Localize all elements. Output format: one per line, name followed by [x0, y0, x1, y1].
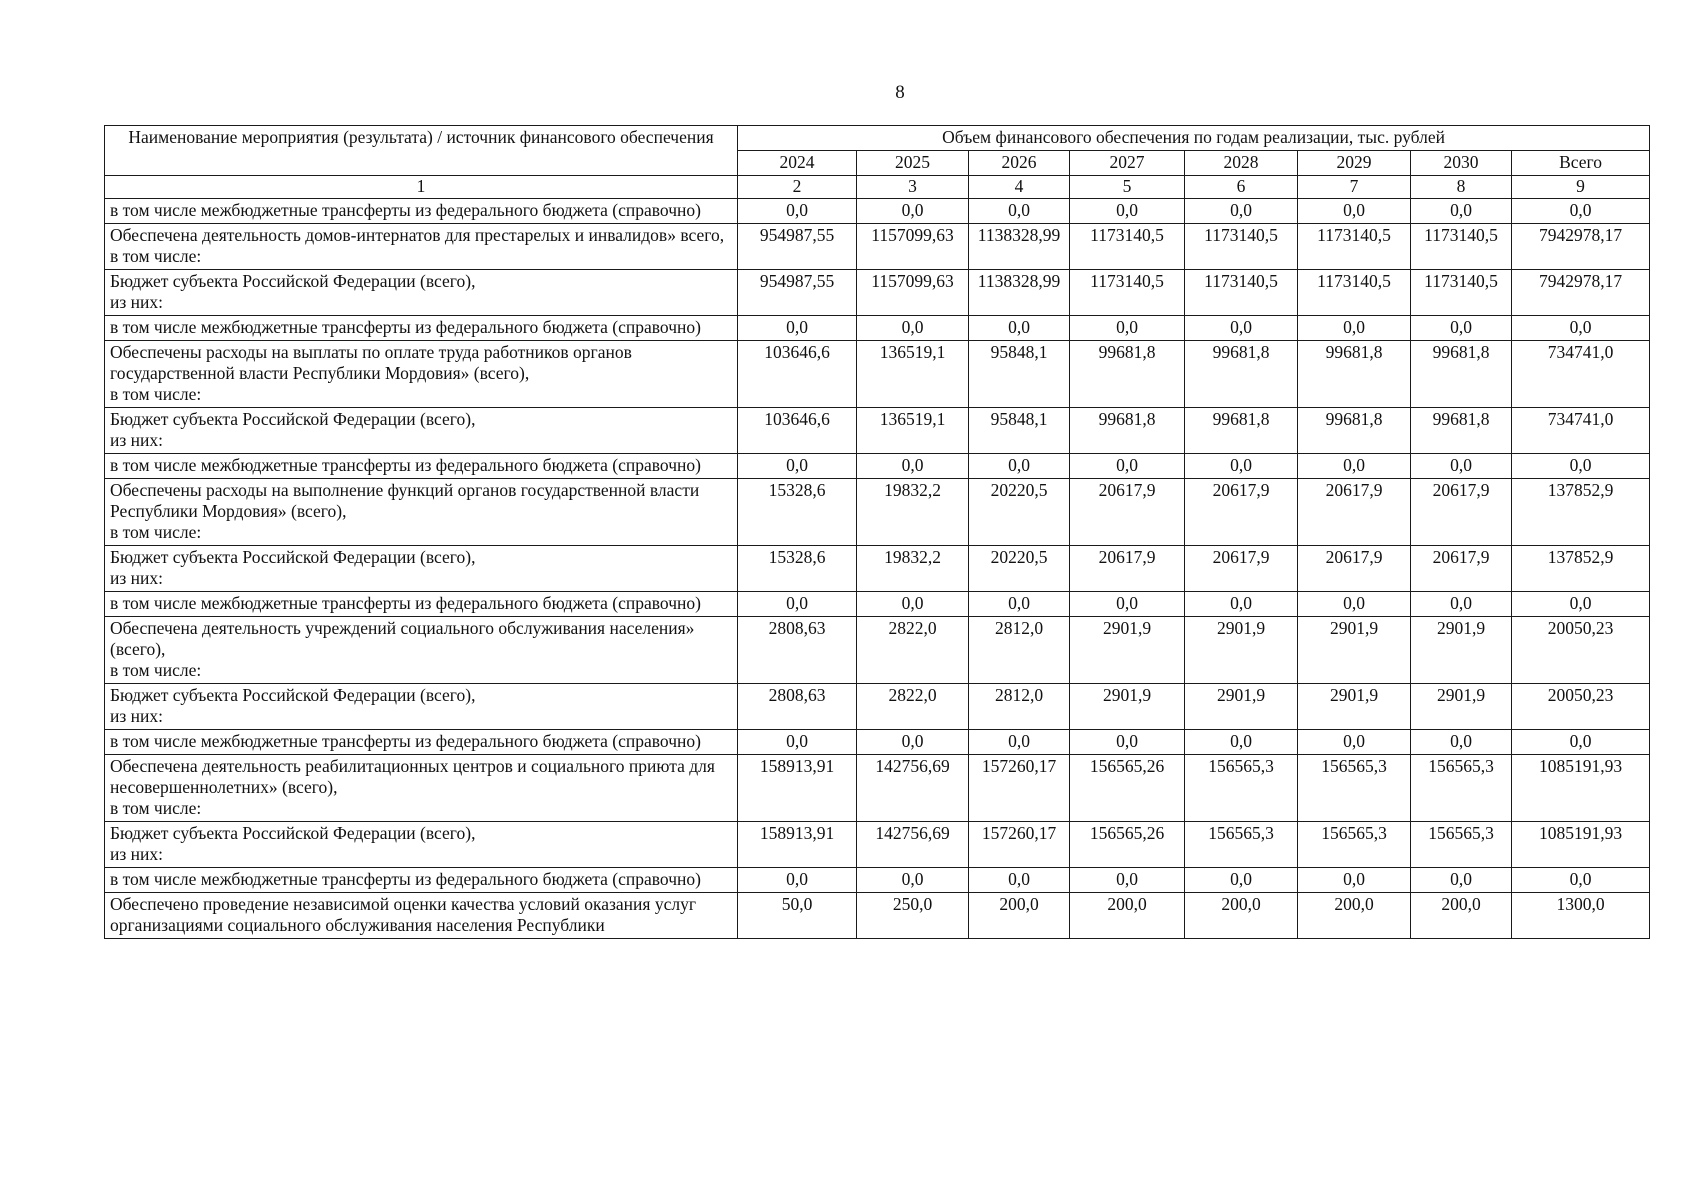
value-cell: 142756,69 [857, 755, 969, 822]
row-name-suffix: из них: [110, 430, 163, 450]
value-cell: 0,0 [969, 454, 1070, 479]
column-number-3: 3 [857, 176, 969, 199]
column-number-8: 8 [1411, 176, 1512, 199]
value-cell: 19832,2 [857, 479, 969, 546]
value-cell: 0,0 [1070, 199, 1185, 224]
value-cell: 2822,0 [857, 617, 969, 684]
value-cell: 7942978,17 [1512, 224, 1650, 270]
value-cell: 954987,55 [738, 224, 857, 270]
value-cell: 2901,9 [1411, 684, 1512, 730]
value-cell: 0,0 [1185, 868, 1298, 893]
value-cell: 15328,6 [738, 546, 857, 592]
row-name: Бюджет субъекта Российской Федерации (всего), [110, 685, 476, 705]
table-row [105, 224, 1650, 270]
value-cell: 200,0 [1185, 893, 1298, 939]
value-cell: 0,0 [1298, 199, 1411, 224]
row-name-cell [105, 316, 738, 341]
table-body [105, 199, 1650, 939]
value-cell: 20220,5 [969, 546, 1070, 592]
value-cell: 136519,1 [857, 408, 969, 454]
value-cell: 200,0 [969, 893, 1070, 939]
value-cell: 2901,9 [1070, 684, 1185, 730]
value-cell: 142756,69 [857, 822, 969, 868]
header-year-2024: 2024 [738, 151, 857, 176]
header-row-column-numbers [105, 176, 1650, 199]
value-cell: 1300,0 [1512, 893, 1650, 939]
value-cell: 99681,8 [1070, 341, 1185, 408]
table-row [105, 546, 1650, 592]
row-name: Бюджет субъекта Российской Федерации (всего), [110, 823, 476, 843]
value-cell: 0,0 [857, 868, 969, 893]
value-cell: 0,0 [1298, 868, 1411, 893]
row-name-suffix: в том числе: [110, 246, 202, 266]
row-name-cell [105, 408, 738, 454]
value-cell: 0,0 [857, 454, 969, 479]
column-number-2: 2 [738, 176, 857, 199]
value-cell: 0,0 [969, 730, 1070, 755]
value-cell: 1085191,93 [1512, 755, 1650, 822]
value-cell: 156565,26 [1070, 755, 1185, 822]
row-name-suffix: из них: [110, 568, 163, 588]
value-cell: 1173140,5 [1070, 270, 1185, 316]
column-number-7: 7 [1298, 176, 1411, 199]
value-cell: 1173140,5 [1298, 224, 1411, 270]
value-cell: 0,0 [1185, 730, 1298, 755]
row-name-cell [105, 546, 738, 592]
value-cell: 0,0 [969, 868, 1070, 893]
value-cell: 0,0 [1512, 592, 1650, 617]
table-row [105, 408, 1650, 454]
value-cell: 1173140,5 [1185, 224, 1298, 270]
value-cell: 156565,3 [1185, 755, 1298, 822]
value-cell: 20220,5 [969, 479, 1070, 546]
table-row [105, 755, 1650, 822]
table-row [105, 479, 1650, 546]
value-cell: 0,0 [1070, 592, 1185, 617]
column-number-9: 9 [1512, 176, 1650, 199]
value-cell: 2901,9 [1298, 617, 1411, 684]
row-name: Обеспечены расходы на выплаты по оплате труда работников органов государственной власти Республики Мордовия» (всего), [110, 342, 632, 383]
value-cell: 20617,9 [1298, 479, 1411, 546]
value-cell: 0,0 [1411, 316, 1512, 341]
value-cell: 734741,0 [1512, 408, 1650, 454]
header-year-2025: 2025 [857, 151, 969, 176]
value-cell: 0,0 [969, 592, 1070, 617]
value-cell: 99681,8 [1298, 408, 1411, 454]
value-cell: 2822,0 [857, 684, 969, 730]
table-header [105, 126, 1650, 199]
value-cell: 1138328,99 [969, 270, 1070, 316]
value-cell: 157260,17 [969, 755, 1070, 822]
row-name: Бюджет субъекта Российской Федерации (всего), [110, 271, 476, 291]
row-name-cell [105, 454, 738, 479]
row-name: Обеспечены расходы на выполнение функций органов государственной власти Республики Мордовия» (всего), [110, 480, 700, 521]
row-name-cell [105, 479, 738, 546]
value-cell: 156565,3 [1411, 755, 1512, 822]
row-name-suffix: из них: [110, 844, 163, 864]
value-cell: 0,0 [738, 454, 857, 479]
value-cell: 2901,9 [1185, 684, 1298, 730]
row-name-cell [105, 199, 738, 224]
value-cell: 0,0 [1298, 730, 1411, 755]
value-cell: 0,0 [1411, 454, 1512, 479]
value-cell: 50,0 [738, 893, 857, 939]
row-name-cell [105, 270, 738, 316]
header-year-2028: 2028 [1185, 151, 1298, 176]
row-name-cell [105, 617, 738, 684]
value-cell: 157260,17 [969, 822, 1070, 868]
row-name-cell [105, 341, 738, 408]
value-cell: 95848,1 [969, 408, 1070, 454]
value-cell: 0,0 [857, 316, 969, 341]
value-cell: 1173140,5 [1185, 270, 1298, 316]
row-name: Обеспечена деятельность учреждений социального обслуживания населения» (всего), [110, 618, 695, 659]
row-name: в том числе межбюджетные трансферты из федерального бюджета (справочно) [110, 200, 701, 220]
row-name-cell [105, 730, 738, 755]
row-name-suffix: в том числе: [110, 384, 202, 404]
table-row [105, 341, 1650, 408]
value-cell: 200,0 [1070, 893, 1185, 939]
value-cell: 15328,6 [738, 479, 857, 546]
value-cell: 0,0 [1185, 199, 1298, 224]
column-number-1: 1 [105, 176, 738, 199]
value-cell: 0,0 [1411, 199, 1512, 224]
value-cell: 1173140,5 [1411, 270, 1512, 316]
value-cell: 99681,8 [1185, 341, 1298, 408]
value-cell: 20617,9 [1411, 479, 1512, 546]
row-name-cell [105, 822, 738, 868]
value-cell: 0,0 [1070, 730, 1185, 755]
value-cell: 20617,9 [1185, 479, 1298, 546]
value-cell: 2901,9 [1411, 617, 1512, 684]
value-cell: 20617,9 [1070, 479, 1185, 546]
value-cell: 99681,8 [1070, 408, 1185, 454]
row-name: в том числе межбюджетные трансферты из федерального бюджета (справочно) [110, 455, 701, 475]
value-cell: 20617,9 [1411, 546, 1512, 592]
value-cell: 0,0 [1298, 316, 1411, 341]
header-name-column: Наименование мероприятия (результата) / источник финансового обеспечения [105, 126, 738, 176]
value-cell: 200,0 [1298, 893, 1411, 939]
column-number-5: 5 [1070, 176, 1185, 199]
value-cell: 158913,91 [738, 822, 857, 868]
row-name: Бюджет субъекта Российской Федерации (всего), [110, 409, 476, 429]
value-cell: 0,0 [738, 592, 857, 617]
row-name-cell [105, 755, 738, 822]
row-name-cell [105, 684, 738, 730]
value-cell: 0,0 [1298, 592, 1411, 617]
value-cell: 158913,91 [738, 755, 857, 822]
value-cell: 0,0 [1185, 454, 1298, 479]
value-cell: 1085191,93 [1512, 822, 1650, 868]
value-cell: 0,0 [857, 199, 969, 224]
table-row [105, 684, 1650, 730]
value-cell: 1173140,5 [1298, 270, 1411, 316]
row-name-cell [105, 893, 738, 939]
table-row [105, 270, 1650, 316]
header-year-2030: 2030 [1411, 151, 1512, 176]
value-cell: 0,0 [857, 730, 969, 755]
value-cell: 0,0 [1411, 592, 1512, 617]
value-cell: 20617,9 [1070, 546, 1185, 592]
value-cell: 0,0 [1512, 199, 1650, 224]
value-cell: 734741,0 [1512, 341, 1650, 408]
value-cell: 19832,2 [857, 546, 969, 592]
row-name-suffix: из них: [110, 292, 163, 312]
value-cell: 954987,55 [738, 270, 857, 316]
value-cell: 0,0 [1070, 316, 1185, 341]
value-cell: 0,0 [1185, 592, 1298, 617]
value-cell: 200,0 [1411, 893, 1512, 939]
row-name: Бюджет субъекта Российской Федерации (всего), [110, 547, 476, 567]
header-row-top [105, 126, 1650, 151]
column-number-4: 4 [969, 176, 1070, 199]
table-row [105, 822, 1650, 868]
value-cell: 0,0 [738, 868, 857, 893]
value-cell: 99681,8 [1411, 341, 1512, 408]
value-cell: 7942978,17 [1512, 270, 1650, 316]
row-name: Обеспечена деятельность домов-интернатов для престарелых и инвалидов» всего, [110, 225, 725, 245]
table-row [105, 199, 1650, 224]
value-cell: 0,0 [1512, 730, 1650, 755]
value-cell: 99681,8 [1185, 408, 1298, 454]
value-cell: 2808,63 [738, 617, 857, 684]
value-cell: 2901,9 [1070, 617, 1185, 684]
table-row [105, 617, 1650, 684]
value-cell: 0,0 [738, 730, 857, 755]
page-number: 8 [895, 82, 905, 103]
header-volume-column: Объем финансового обеспечения по годам реализации, тыс. рублей [738, 126, 1650, 151]
value-cell: 137852,9 [1512, 546, 1650, 592]
table-row [105, 592, 1650, 617]
value-cell: 0,0 [1411, 868, 1512, 893]
value-cell: 0,0 [738, 316, 857, 341]
value-cell: 103646,6 [738, 341, 857, 408]
table-row [105, 868, 1650, 893]
row-name-cell [105, 868, 738, 893]
row-name: Обеспечена деятельность реабилитационных центров и социального приюта для несовершеннолетних» (всего), [110, 756, 715, 797]
header-year-total: Всего [1512, 151, 1650, 176]
row-name-suffix: в том числе: [110, 660, 202, 680]
value-cell: 156565,3 [1298, 822, 1411, 868]
row-name: в том числе межбюджетные трансферты из федерального бюджета (справочно) [110, 593, 701, 613]
header-year-2026: 2026 [969, 151, 1070, 176]
value-cell: 0,0 [1512, 316, 1650, 341]
value-cell: 0,0 [969, 316, 1070, 341]
value-cell: 0,0 [738, 199, 857, 224]
row-name: в том числе межбюджетные трансферты из федерального бюджета (справочно) [110, 731, 701, 751]
row-name-suffix: в том числе: [110, 522, 202, 542]
table-row [105, 893, 1650, 939]
financing-table [104, 125, 1650, 939]
row-name: Обеспечено проведение независимой оценки качества условий оказания услуг организациями социального обслуживания населения Республики [110, 894, 697, 935]
row-name: в том числе межбюджетные трансферты из федерального бюджета (справочно) [110, 317, 701, 337]
value-cell: 156565,26 [1070, 822, 1185, 868]
value-cell: 1157099,63 [857, 270, 969, 316]
table-row [105, 454, 1650, 479]
value-cell: 136519,1 [857, 341, 969, 408]
value-cell: 0,0 [969, 199, 1070, 224]
value-cell: 0,0 [1512, 868, 1650, 893]
value-cell: 0,0 [1185, 316, 1298, 341]
value-cell: 2901,9 [1185, 617, 1298, 684]
value-cell: 156565,3 [1298, 755, 1411, 822]
value-cell: 2901,9 [1298, 684, 1411, 730]
value-cell: 1157099,63 [857, 224, 969, 270]
header-year-2027: 2027 [1070, 151, 1185, 176]
value-cell: 1173140,5 [1411, 224, 1512, 270]
row-name-cell [105, 224, 738, 270]
value-cell: 0,0 [1411, 730, 1512, 755]
value-cell: 2808,63 [738, 684, 857, 730]
table-row [105, 730, 1650, 755]
value-cell: 99681,8 [1298, 341, 1411, 408]
value-cell: 1173140,5 [1070, 224, 1185, 270]
value-cell: 20617,9 [1185, 546, 1298, 592]
value-cell: 156565,3 [1411, 822, 1512, 868]
value-cell: 250,0 [857, 893, 969, 939]
header-year-2029: 2029 [1298, 151, 1411, 176]
value-cell: 0,0 [857, 592, 969, 617]
value-cell: 103646,6 [738, 408, 857, 454]
value-cell: 2812,0 [969, 684, 1070, 730]
row-name-suffix: в том числе: [110, 798, 202, 818]
value-cell: 20617,9 [1298, 546, 1411, 592]
value-cell: 95848,1 [969, 341, 1070, 408]
row-name-cell [105, 592, 738, 617]
value-cell: 0,0 [1512, 454, 1650, 479]
value-cell: 137852,9 [1512, 479, 1650, 546]
value-cell: 20050,23 [1512, 617, 1650, 684]
value-cell: 20050,23 [1512, 684, 1650, 730]
column-number-6: 6 [1185, 176, 1298, 199]
row-name-suffix: из них: [110, 706, 163, 726]
table-row [105, 316, 1650, 341]
value-cell: 0,0 [1298, 454, 1411, 479]
value-cell: 156565,3 [1185, 822, 1298, 868]
value-cell: 1138328,99 [969, 224, 1070, 270]
value-cell: 99681,8 [1411, 408, 1512, 454]
value-cell: 0,0 [1070, 454, 1185, 479]
row-name: в том числе межбюджетные трансферты из федерального бюджета (справочно) [110, 869, 701, 889]
value-cell: 0,0 [1070, 868, 1185, 893]
value-cell: 2812,0 [969, 617, 1070, 684]
